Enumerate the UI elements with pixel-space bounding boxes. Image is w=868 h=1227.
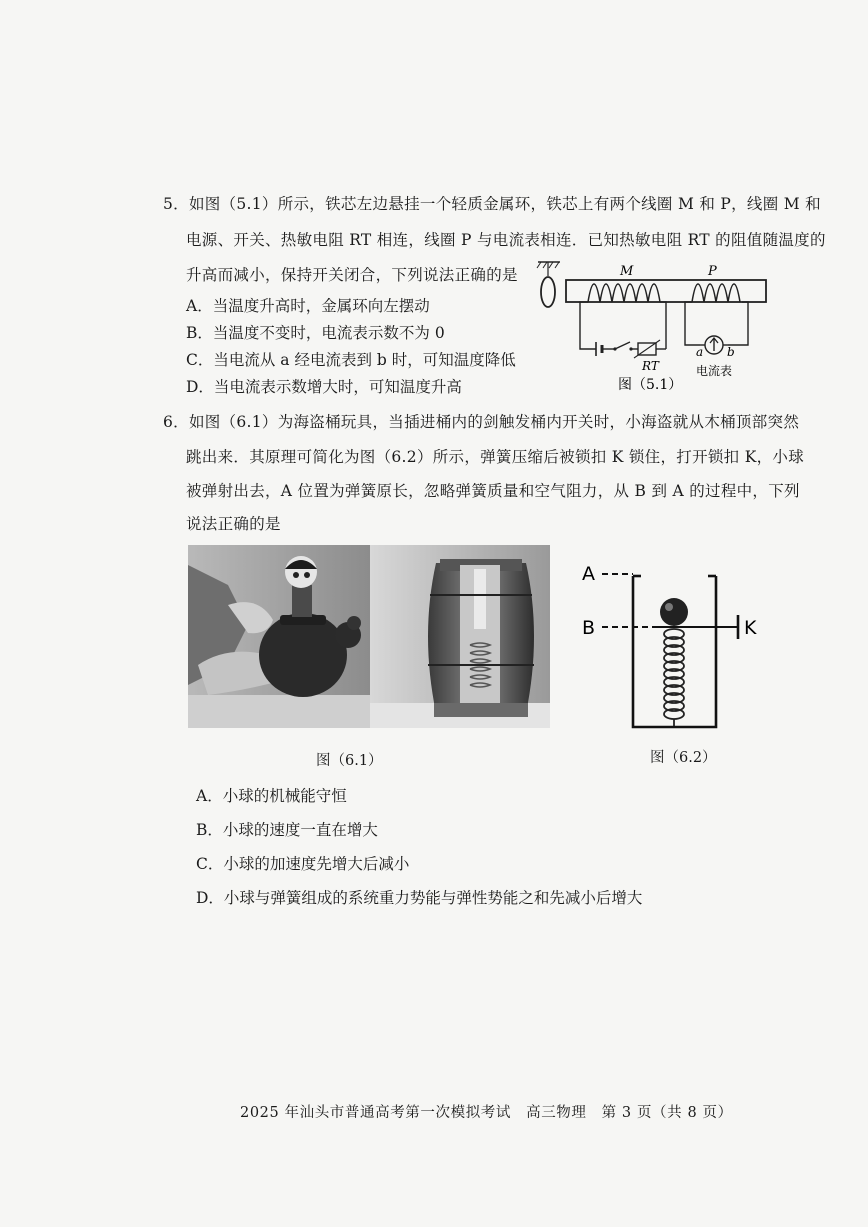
q5-stem-line-2: 电源、开关、热敏电阻 RT 相连，线圈 P 与电流表相连．已知热敏电阻 RT 的阻值随温度的 [186,231,826,249]
ammeter-label: 电流表 [696,364,733,378]
metal-ring [541,277,555,307]
coil-p-label: P [708,264,717,279]
figure-5-1-caption: 图（5.1） [618,377,683,393]
ammeter-terminal-a: a [696,345,704,359]
q6-option-a: A．小球的机械能守恒 [196,787,347,805]
spring-ball-diagram [578,560,778,735]
coil-m [588,284,660,302]
q5-option-b: B．当温度不变时，电流表示数不为 0 [186,324,445,342]
q6-stem-line-2: 跳出来．其原理可简化为图（6.2）所示，弹簧压缩后被锁扣 K 锁住，打开锁扣 K，小球 [186,448,804,466]
switch [615,342,630,349]
ammeter-terminal-b: b [727,345,735,359]
q6-stem-line-1: 6．如图（6.1）为海盗桶玩具，当插进桶内的剑触发桶内开关时，小海盗就从木桶顶部突然 [163,413,800,431]
diagram-6-2-caption: 图（6.2） [650,750,717,766]
q5-option-d: D．当电流表示数增大时，可知温度升高 [186,378,462,396]
ball [660,598,688,626]
iron-core [566,280,766,302]
thermistor-label: RT [642,359,659,373]
photo-6-1-caption: 图（6.1） [316,753,383,769]
q6-stem-line-3: 被弹射出去，A 位置为弹簧原长，忽略弹簧质量和空气阻力，从 B 到 A 的过程中，下列 [186,482,800,500]
figure-5-1 [530,258,775,398]
level-a-label: A [582,563,595,585]
q6-option-c: C．小球的加速度先增大后减小 [196,855,410,873]
lock-k-label: K [744,617,757,639]
q6-stem-line-4: 说法正确的是 [186,515,281,533]
q6-option-d: D．小球与弹簧组成的系统重力势能与弹性势能之和先减小后增大 [196,889,643,907]
coil-m-label: M [620,264,634,279]
pirate-barrel-photo [188,545,550,728]
spring [664,629,684,726]
level-b-label: B [582,617,596,639]
q5-option-a: A．当温度升高时，金属环向左摆动 [186,297,430,315]
q5-stem-line-3: 升高而减小，保持开关闭合，下列说法正确的是 [186,266,518,284]
coil-p [692,284,740,302]
page-footer: 2025 年汕头市普通高考第一次模拟考试 高三物理 第 3 页（共 8 页） [240,1105,733,1121]
q5-stem-line-1: 5．如图（5.1）所示，铁芯左边悬挂一个轻质金属环，铁芯上有两个线圈 M 和 P，线圈 M 和 [163,195,821,213]
q5-option-c: C．当电流从 a 经电流表到 b 时，可知温度降低 [186,351,516,369]
q6-option-b: B．小球的速度一直在增大 [196,821,378,839]
